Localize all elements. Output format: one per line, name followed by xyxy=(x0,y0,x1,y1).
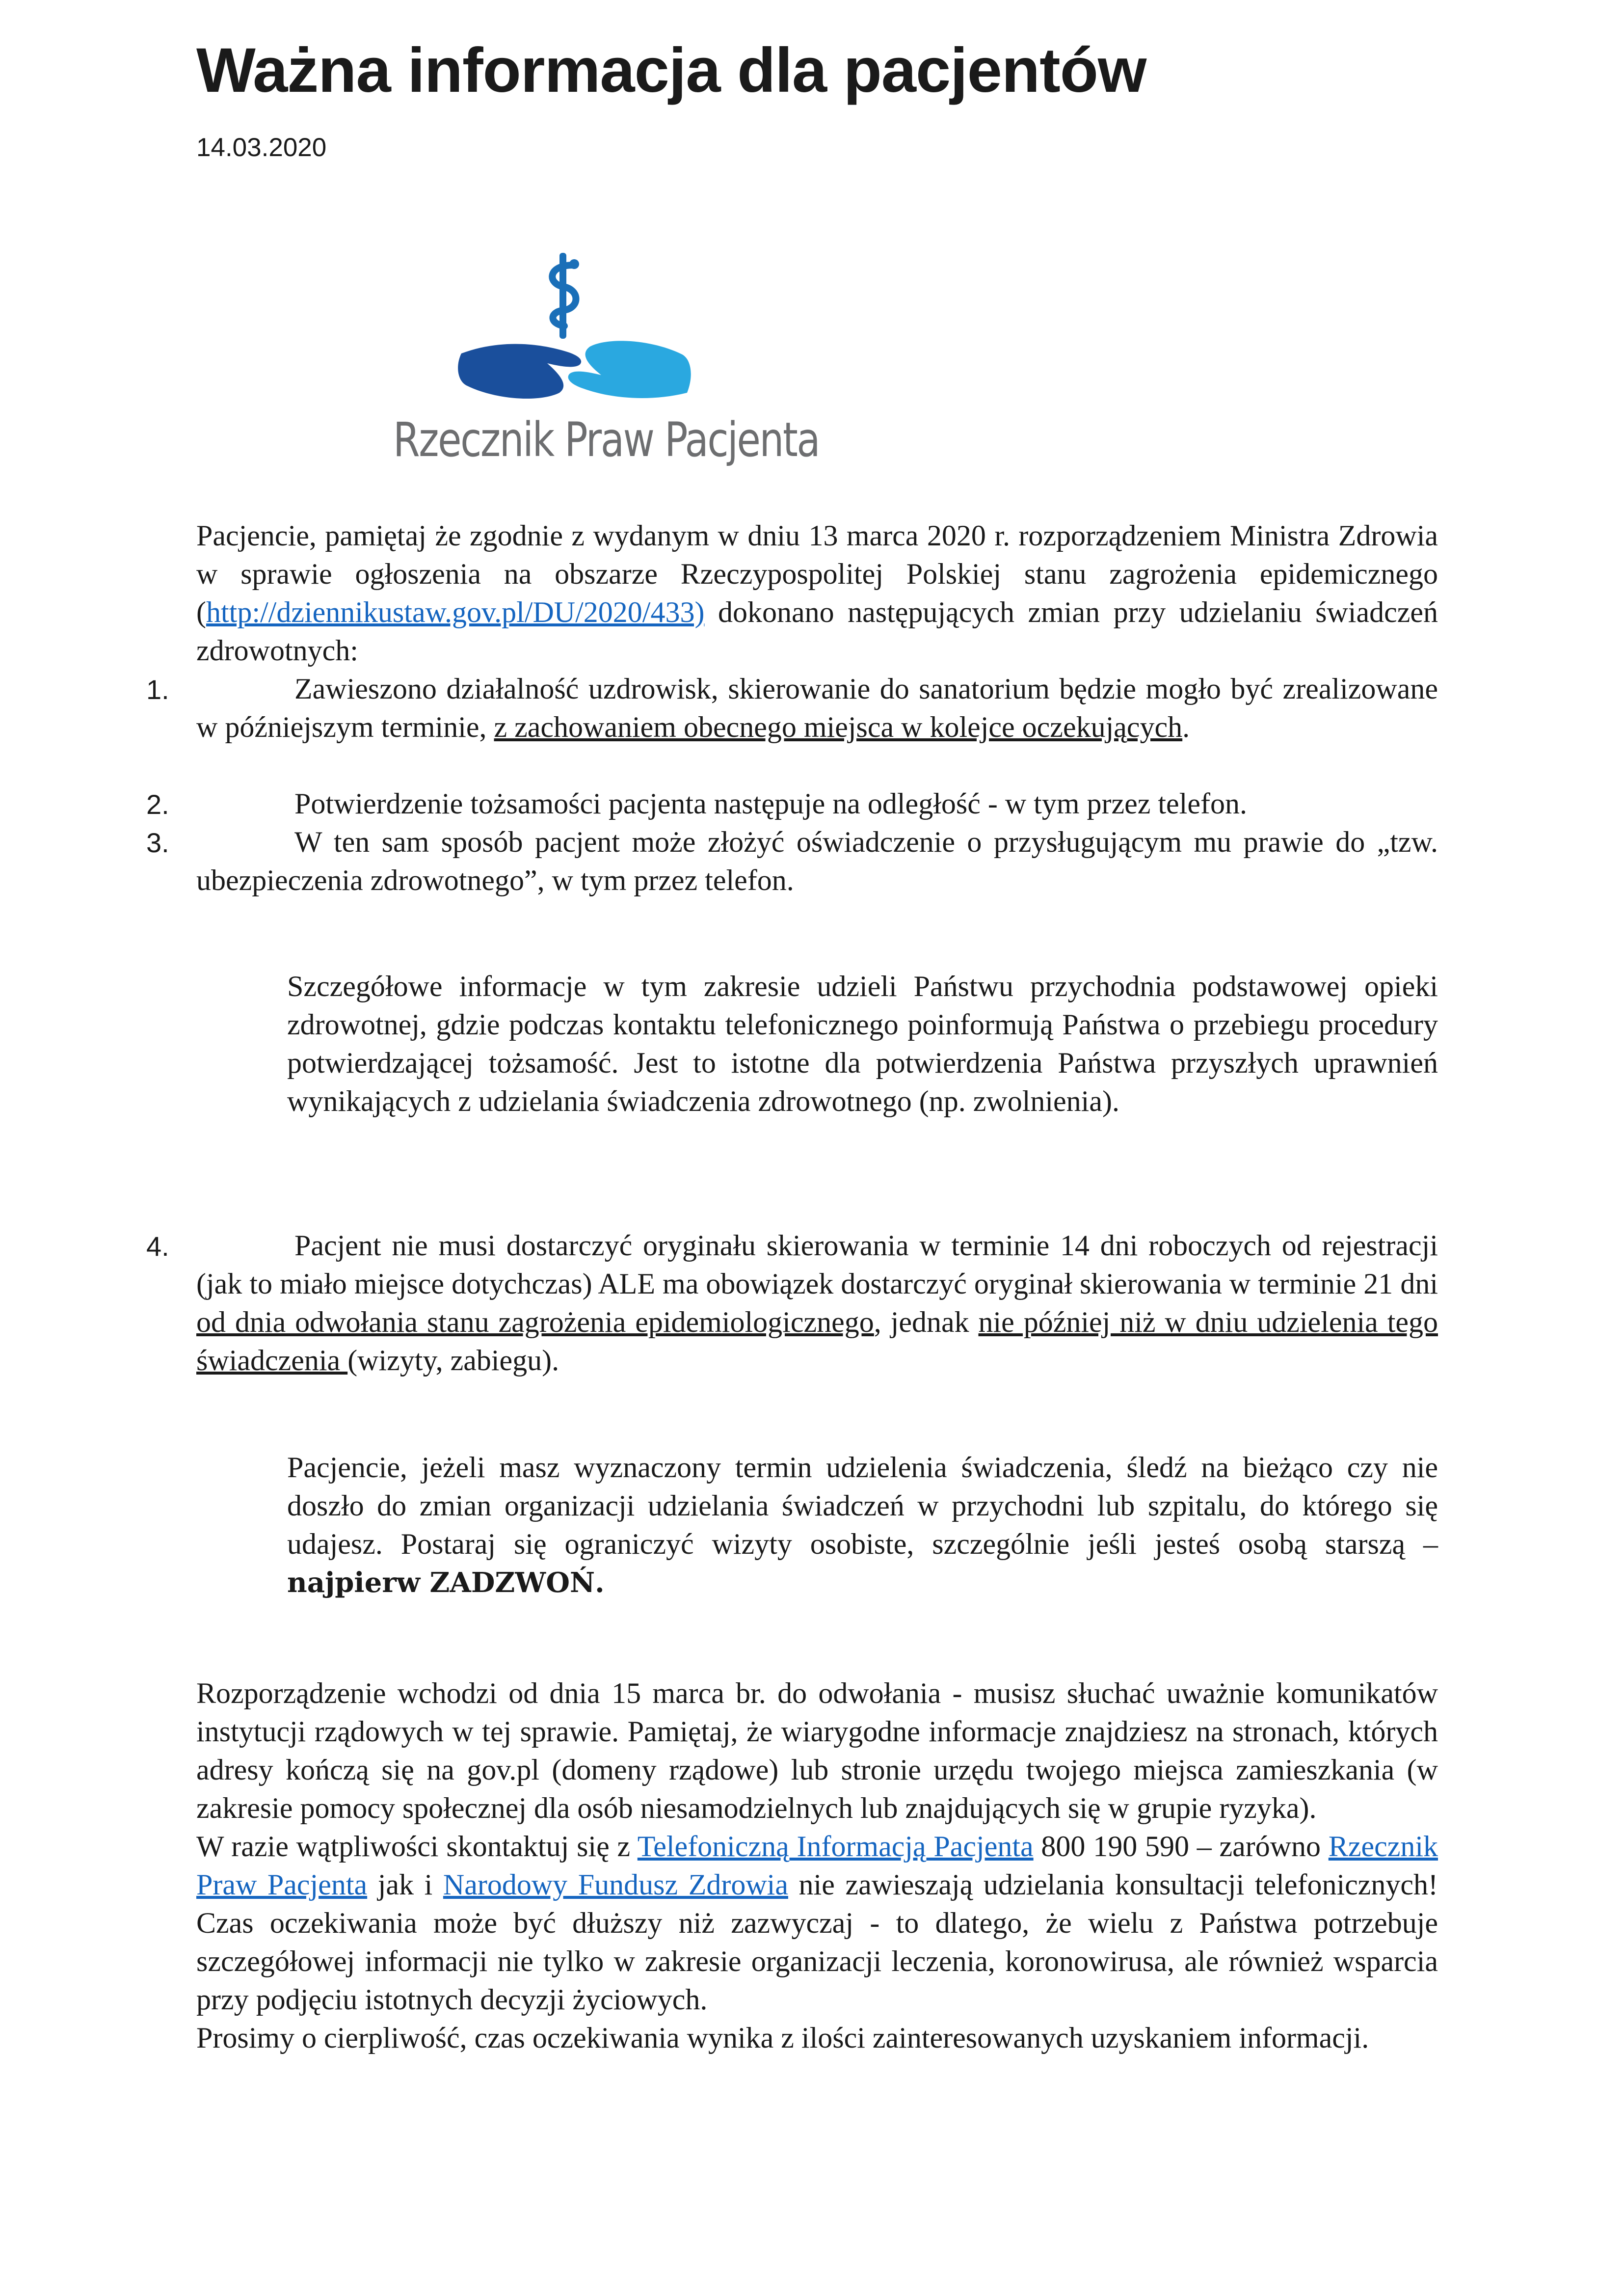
advice-paragraph xyxy=(287,1448,1438,1602)
closing-text-d: nie zawieszają udzielania konsultacji telefonicznych! Czas oczekiwania może być dłuższy niż zazwyczaj - to dlatego, że wielu z Państwa potrzebuje szczegółowej informacji nie tylko w zakresie organizacji leczenia, koronowirusa, ale również wsparcia przy podjęciu istotnych decyzji życiowych. xyxy=(196,1868,1438,2016)
list-item-1 xyxy=(196,670,1438,746)
closing-text-c: jak i xyxy=(367,1868,443,1901)
logo-text: Rzecznik Praw Pacjenta xyxy=(393,412,820,467)
details-paragraph: Szczegółowe informacje w tym zakresie udzieli Państwu przychodnia podstawowej opieki zdrowotnej, gdzie podczas kontaktu telefonicznego poinformują Państwa o przebiegu procedury potwierdzającej tożsamość. Jest to istotne dla potwierdzenia Państwa przyszłych uprawnień wynikających z udzielania świadczenia zdrowotnego (np. zwolnienia). xyxy=(287,970,1438,1117)
list-item-4-mid: , jednak xyxy=(874,1306,979,1338)
intro-text-2: dokonano następujących zmian przy udzielaniu świadczeń zdrowotnych: xyxy=(196,596,1438,667)
closing-paragraph-1: Rozporządzenie wchodzi od dnia 15 marca br. do odwołania - musisz słuchać uważnie komunikatów instytucji rządowych w tej sprawie. Pamiętaj, że wiarygodne informacje znajdziesz na stronach, których adresy kończą się na gov.pl (domeny rządowe) lub stronie urzędu twojego miejsca zamieszkania (w zakresie pomocy społecznej dla osób niesamodzielnych lub znajdujących się w grupie ryzyka). xyxy=(196,1677,1438,1824)
closing-text-b: 800 190 590 – zarówno xyxy=(1033,1830,1329,1863)
hands-staff-logo-icon xyxy=(353,245,795,422)
closing-paragraph-2 xyxy=(196,1827,1438,2019)
list-item-4-end: (wizyty, zabiegu). xyxy=(347,1344,559,1377)
rzecznik-praw-pacjenta-link[interactable]: Rzecznik Praw Pacjenta xyxy=(196,1830,1438,1901)
list-item-2 xyxy=(196,784,1438,823)
advice-text: Pacjencie, jeżeli masz wyznaczony termin udzielenia świadczenia, śledź na bieżąco czy nie doszło do zmian organizacji udzielania świadczeń w przychodni lub szpitalu, do którego się udajesz. Postaraj się ograniczyć wizyty osobiste, szczególnie jeśli jesteś osobą starszą – xyxy=(287,1451,1438,1560)
list-number-2: 2. xyxy=(146,789,169,820)
dziennik-ustaw-link[interactable]: http://dziennikustaw.gov.pl/DU/2020/433) xyxy=(206,596,705,628)
list-item-3 xyxy=(196,823,1438,899)
nfz-link[interactable]: Narodowy Fundusz Zdrowia xyxy=(443,1868,788,1901)
intro-text: Pacjencie, pamiętaj że zgodnie z wydanym w dniu 13 marca 2020 r. rozporządzeniem Ministra Zdrowia w sprawie ogłoszenia na obszarze Rzeczypospolitej Polskiej stanu zagrożenia epidemicznego ( xyxy=(196,519,1438,628)
list-number-3: 3. xyxy=(146,827,169,858)
intro-paragraph xyxy=(196,516,1438,670)
list-item-4-text: Pacjent nie musi dostarczyć oryginału skierowania w terminie 14 dni roboczych od rejestracji (jak to miało miejsce dotychczas) ALE ma obowiązek dostarczyć oryginał skierowania w terminie 21 dni xyxy=(196,1229,1438,1300)
closing-paragraph-3: Prosimy o cierpliwość, czas oczekiwania wynika z ilości zainteresowanych uzyskaniem informacji. xyxy=(196,2022,1369,2054)
list-item-1-underlined: z zachowaniem obecnego miejsca w kolejce oczekujących xyxy=(494,711,1183,743)
list-item-3-text: W ten sam sposób pacjent może złożyć oświadczenie o przysługującym mu prawie do „tzw. ubezpieczenia zdrowotnego”, w tym przez telefon. xyxy=(196,826,1438,896)
list-item-1-text: Zawieszono działalność uzdrowisk, skierowanie do sanatorium będzie mogło być zrealizowane w późniejszym terminie, xyxy=(196,673,1438,743)
telefoniczna-informacja-link[interactable]: Telefoniczną Informacją Pacjenta xyxy=(637,1830,1034,1863)
call-first-emphasis: najpierw ZADZWOŃ. xyxy=(287,1567,605,1599)
list-item-4 xyxy=(196,1226,1438,1379)
rzecznik-logo xyxy=(353,245,820,476)
list-item-4-underlined-2: nie później niż w dniu udzielenia tego świadczenia xyxy=(196,1306,1438,1377)
list-item-2-text: Potwierdzenie tożsamości pacjenta następuje na odległość - w tym przez telefon. xyxy=(294,787,1247,820)
list-item-4-underlined-1: od dnia odwołania stanu zagrożenia epidemiologicznego xyxy=(196,1306,874,1338)
closing-section xyxy=(196,1674,1438,2057)
list-number-1: 1. xyxy=(146,674,169,705)
document-date: 14.03.2020 xyxy=(196,133,327,162)
list-item-1-end: . xyxy=(1182,711,1190,743)
list-number-4: 4. xyxy=(146,1231,169,1262)
page-title: Ważna informacja dla pacjentów xyxy=(196,35,1146,106)
closing-text-a: W razie wątpliwości skontaktuj się z xyxy=(196,1830,638,1863)
